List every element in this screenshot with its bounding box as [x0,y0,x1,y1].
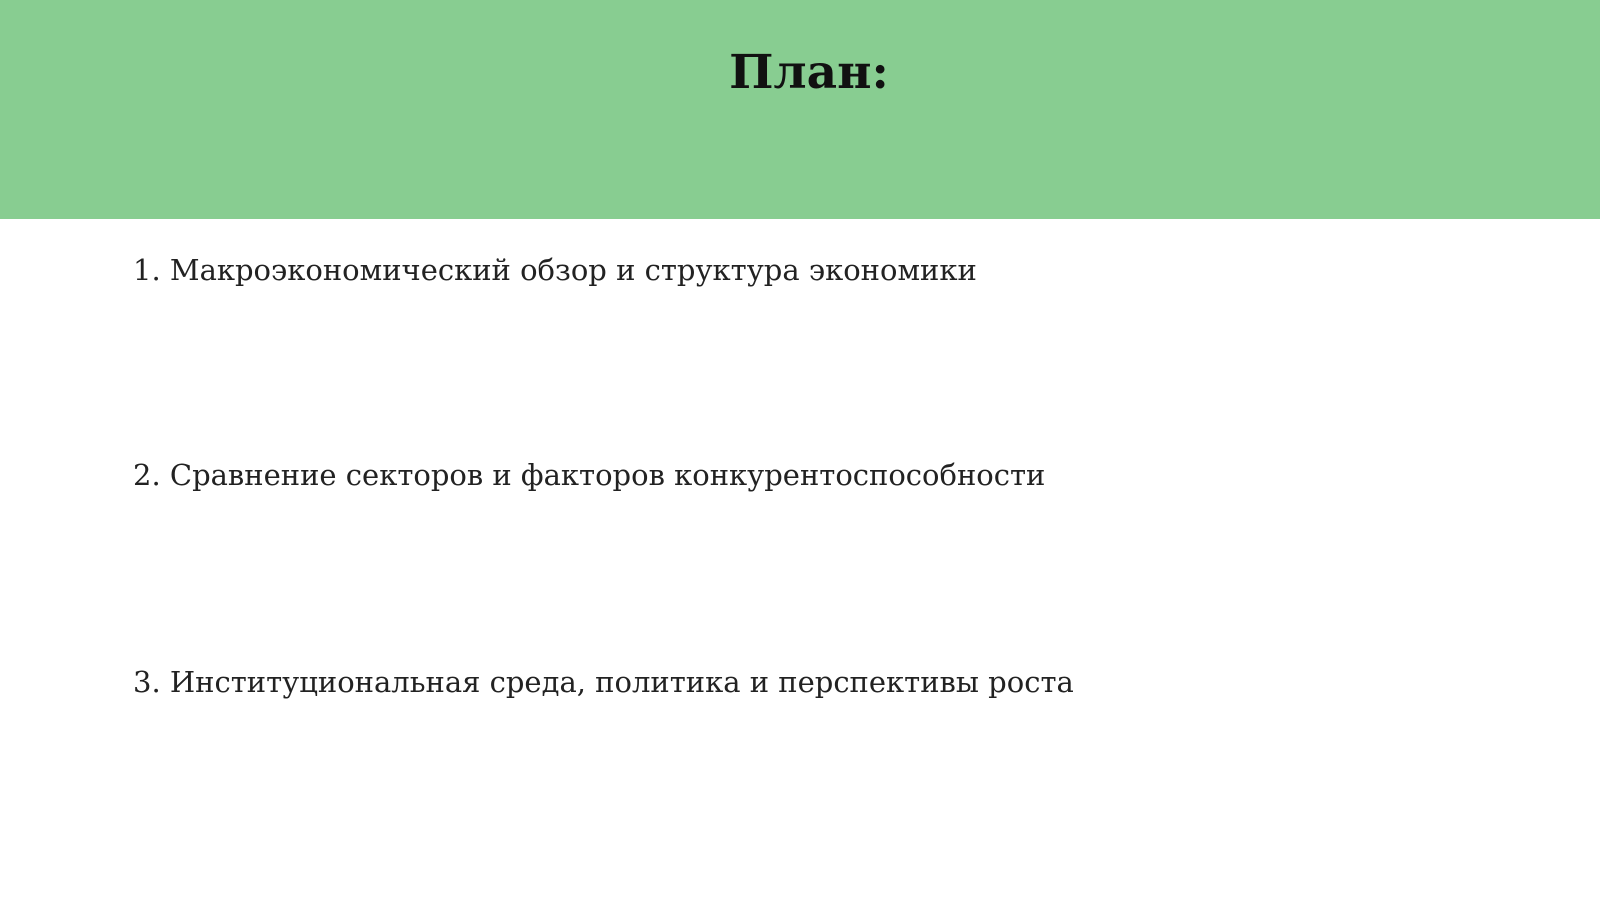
plan-item-1: 1. Макроэкономический обзор и структура экономики [133,253,977,287]
slide-title: План: [729,45,889,100]
plan-item-2: 2. Сравнение секторов и факторов конкурентоспособности [133,458,1046,492]
header-band [0,0,1600,219]
plan-item-3: 3. Институциональная среда, политика и перспективы роста [133,665,1074,699]
